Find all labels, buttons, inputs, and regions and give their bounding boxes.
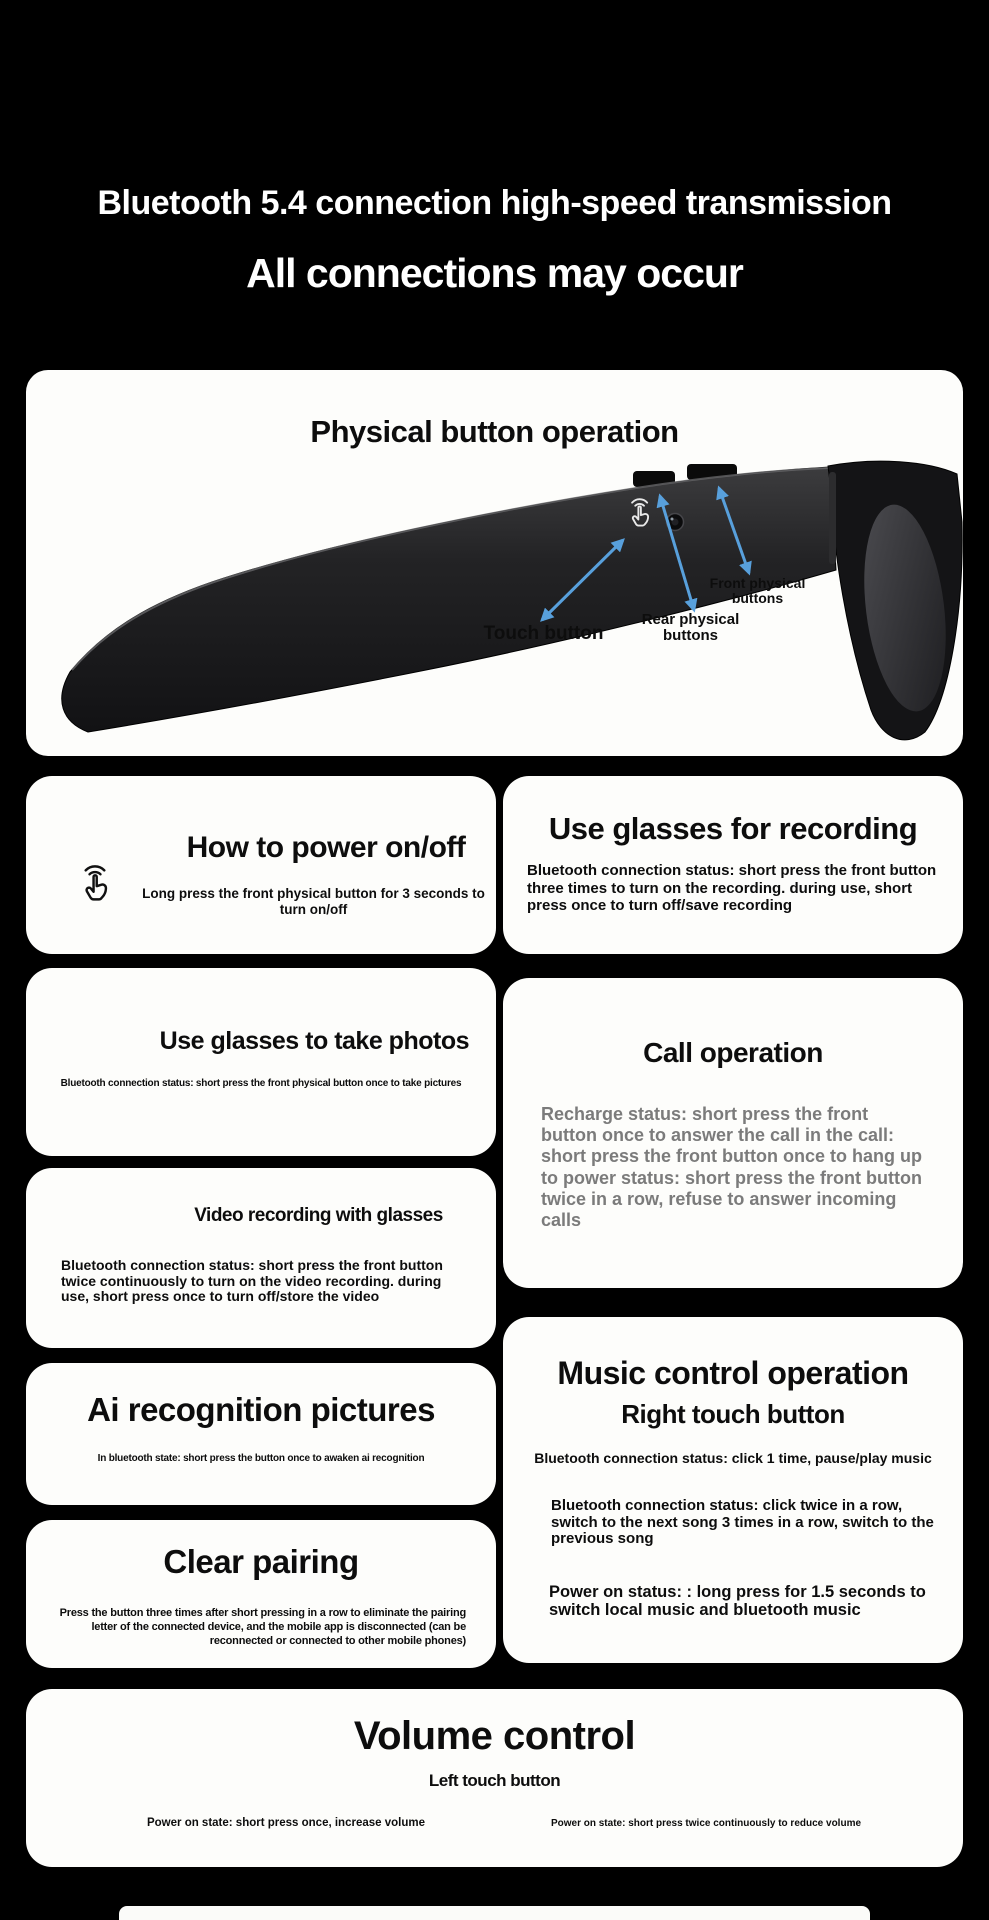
music-note-2: Bluetooth connection status: click twice in a row, switch to the next song 3 times in a row, switch to the previous song: [551, 1497, 934, 1547]
pairing-card-title: Clear pairing: [163, 1543, 359, 1580]
photos-card-title: Use glasses to take photos: [159, 1027, 469, 1055]
music-card-subtitle: Right touch button: [621, 1399, 845, 1429]
next-section-peek: [119, 1906, 870, 1920]
volume-decrease-note: Power on state: short press twice continuously to reduce volume: [550, 1818, 862, 1829]
front-buttons-label: Front physical buttons: [709, 575, 806, 606]
volume-card-subtitle: Left touch button: [428, 1771, 561, 1790]
hinge-detail: [829, 472, 836, 564]
video-card-title: Video recording with glasses: [194, 1205, 443, 1226]
pairing-card-body: Press the button three times after short pressing in a row to eliminate the pairing letter of the connected device, and the mobile app is disconnected (can be reconnected or connected to other mobile phones): [59, 1607, 466, 1647]
recording-card-title: Use glasses for recording: [548, 811, 918, 846]
recording-card-body: Bluetooth connection status: short press the front button three times to turn on the recording. during use, short press once to turn off/save recording: [527, 862, 937, 915]
glasses-front-lens: [828, 461, 962, 740]
ai-card-title: Ai recognition pictures: [87, 1391, 435, 1428]
page-subtitle: All connections may occur: [246, 250, 743, 296]
call-card-body: Recharge status: short press the front button once to answer the call in the call: short press the front button once to hang up to power status: short press the front button twice in a row, refuse to answer incoming calls: [541, 1104, 922, 1231]
ai-card-body: In bluetooth state: short press the button once to awaken ai recognition: [97, 1453, 425, 1464]
video-card-body: Bluetooth connection status: short press the front button twice continuously to turn on the video recording. during use, short press once to turn off/store the video: [61, 1257, 443, 1305]
ai-card: [26, 1363, 496, 1505]
page-title: Bluetooth 5.4 connection high-speed transmission: [97, 184, 892, 222]
rear-buttons-label: Rear physical buttons: [641, 611, 740, 644]
volume-increase-note: Power on state: short press once, increase volume: [146, 1817, 425, 1829]
volume-card-title: Volume control: [353, 1714, 636, 1758]
power-card-body: Long press the front physical button for 3 seconds to turn on/off: [142, 886, 485, 918]
photos-card-body: Bluetooth connection status: short press the front physical button once to take pictures: [60, 1078, 462, 1089]
call-card-title: Call operation: [643, 1037, 823, 1068]
music-note-3: Power on status: : long press for 1.5 seconds to switch local music and bluetooth music: [549, 1583, 926, 1620]
power-card-title: How to power on/off: [186, 831, 466, 864]
touch-button-label: Touch button: [483, 623, 604, 644]
music-card-title: Music control operation: [557, 1355, 909, 1391]
music-note-1: Bluetooth connection status: click 1 time, pause/play music: [534, 1450, 932, 1466]
photos-card: [26, 968, 496, 1156]
diagram-title: Physical button operation: [310, 414, 679, 449]
